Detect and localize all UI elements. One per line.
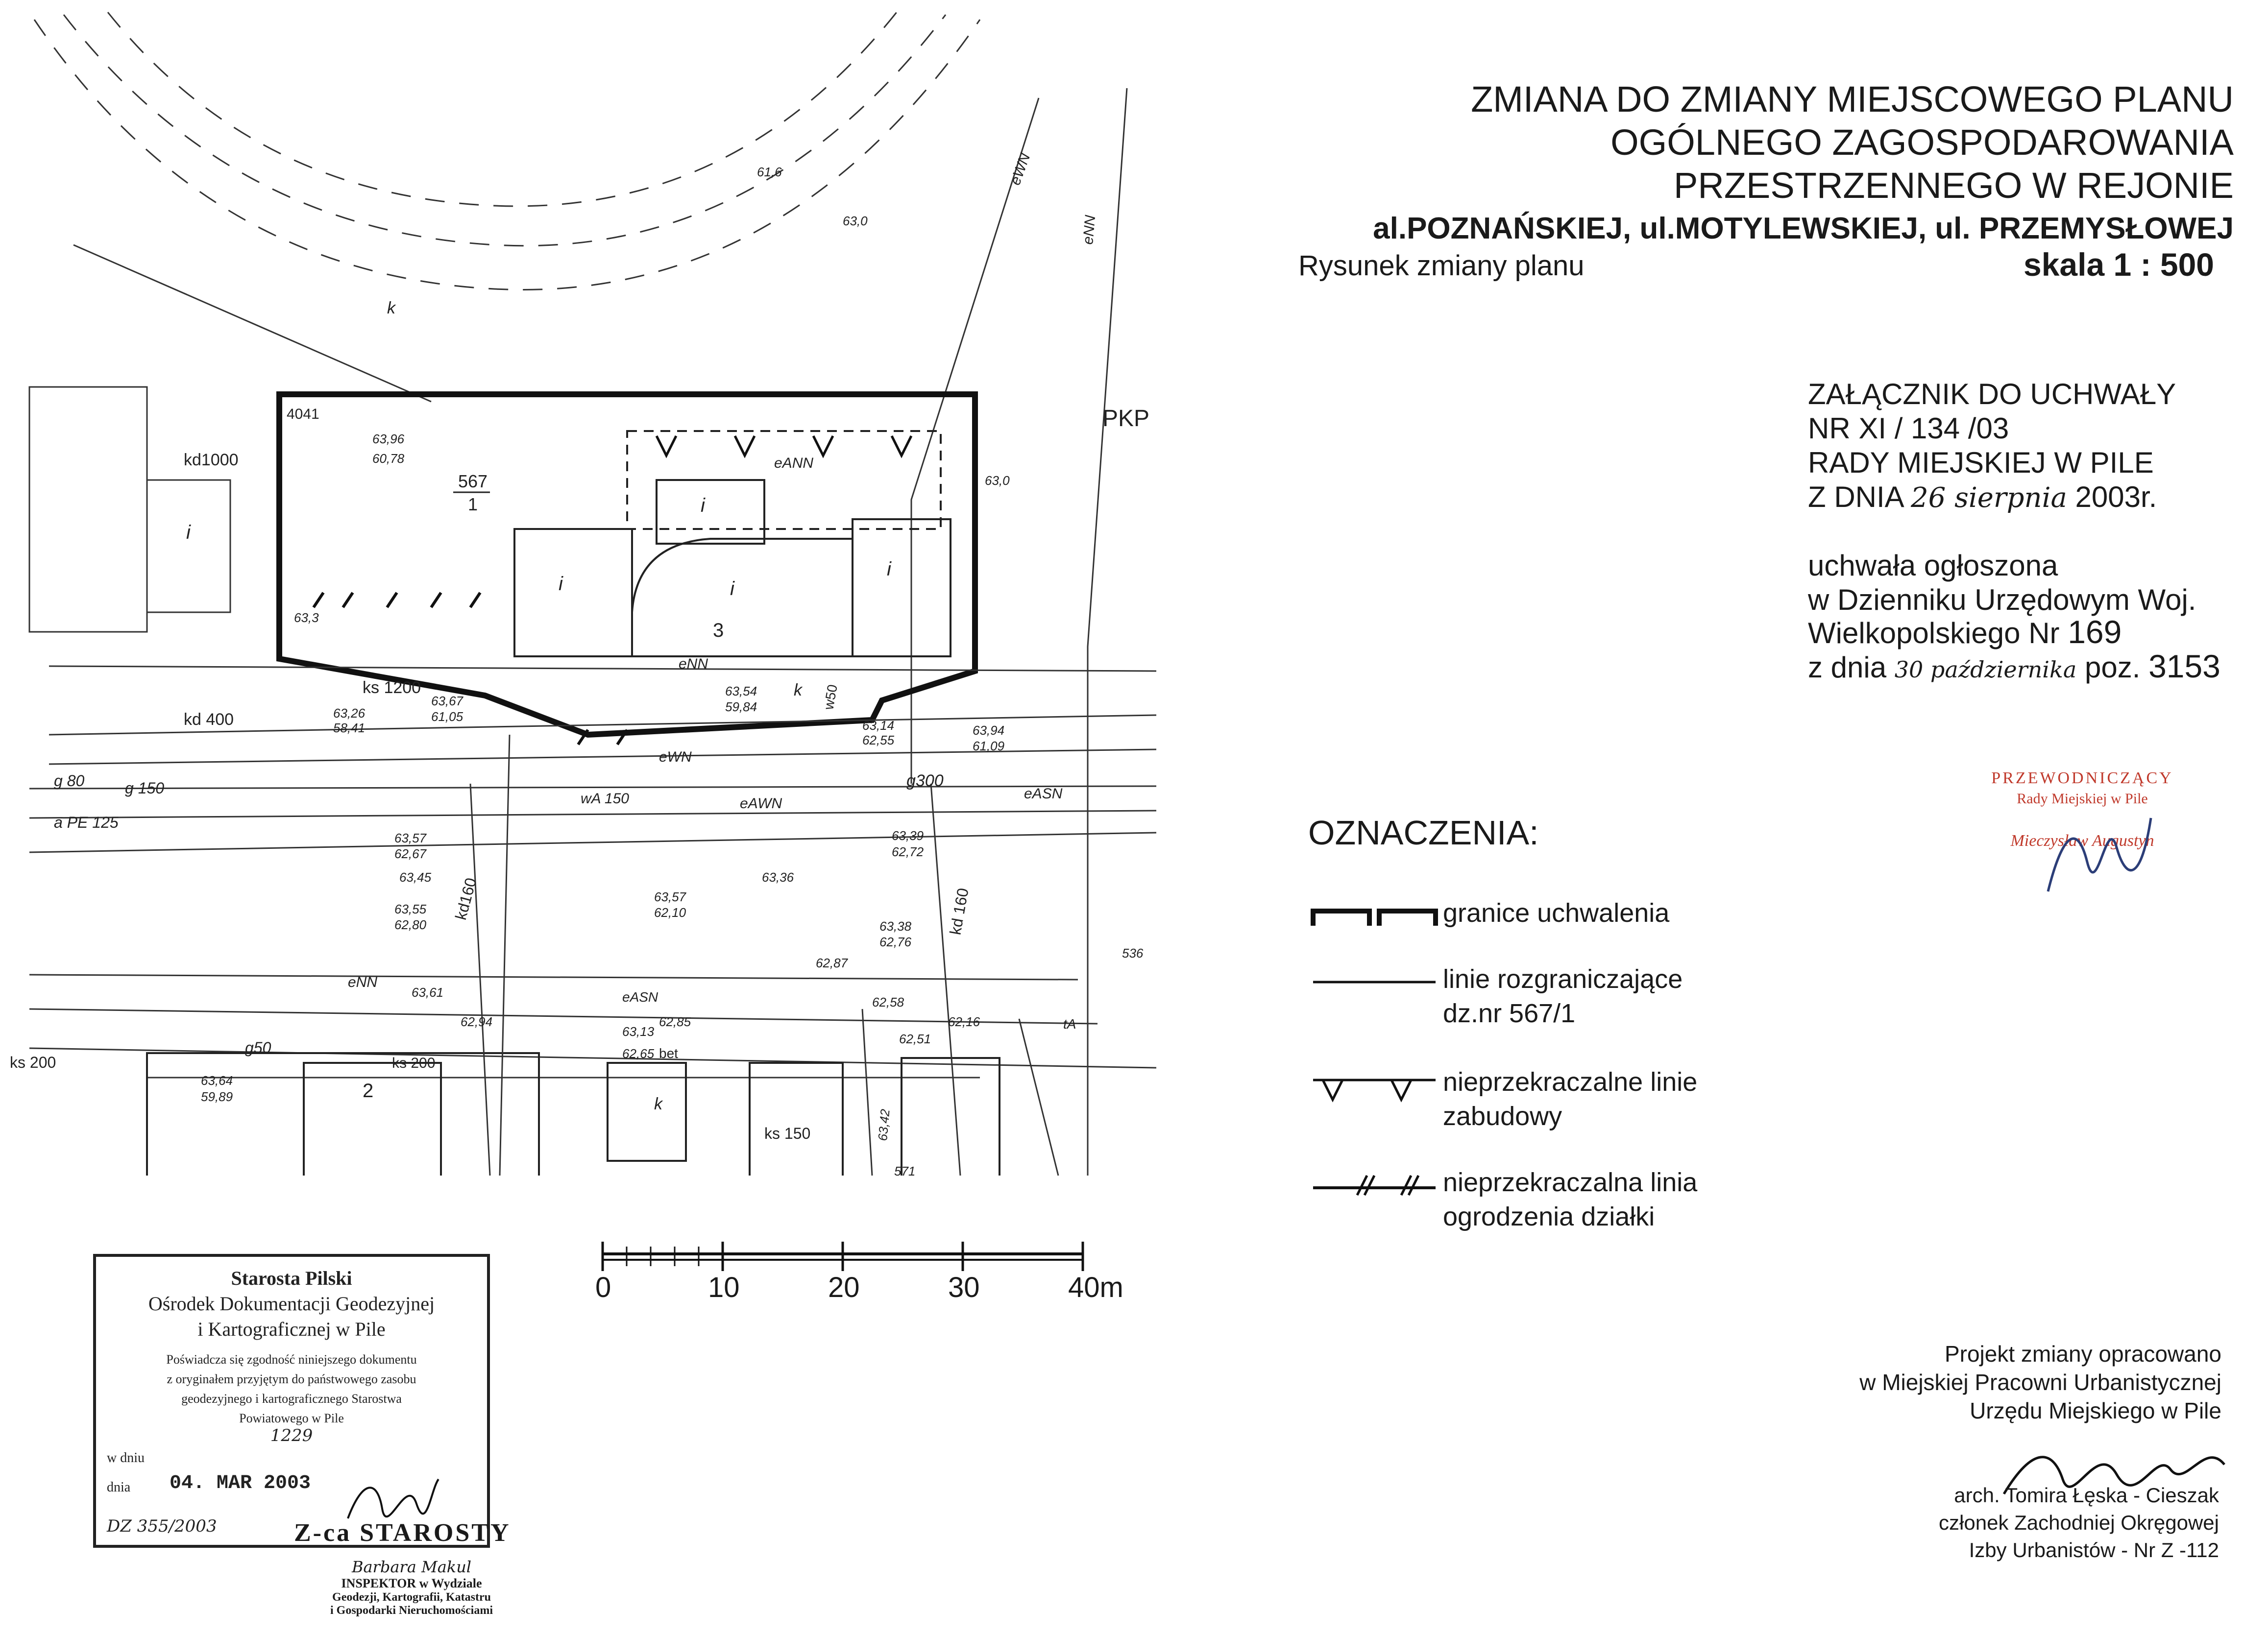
attachment-date-prefix: Z DNIA [1808,481,1903,513]
plot-buildings [514,431,951,656]
elev-61-09: 61,09 [973,739,1005,753]
elev-62-80: 62,80 [394,917,427,932]
label-enn-b: eNN [348,974,378,990]
attachment-date-year: 2003r. [2075,481,2157,513]
elev-63-36: 63,36 [762,870,794,885]
title-line-4: al.POZNAŃSKIEJ, ul.MOTYLEWSKIEJ, ul. PRZEMYSŁOWEJ [1373,212,2234,245]
elev-63-64: 63,64 [201,1073,233,1088]
plot-number-bottom: 1 [468,494,478,514]
legend-item-building-line-2: zabudowy [1443,1102,1562,1131]
elev-62-94: 62,94 [461,1014,493,1029]
label-easn-b: eASN [622,989,658,1005]
label-ks150: ks 150 [764,1125,811,1142]
office-stamp-caption: Z-ca STAROSTY [294,1519,511,1547]
elev-62-65: 62,65 [622,1046,655,1061]
elev-63-67: 63,67 [431,694,463,708]
region-3: 3 [713,620,724,641]
label-eawn: eAWN [740,795,782,812]
elev-61-05: 61,05 [431,709,463,724]
elev-63-55: 63,55 [394,902,427,916]
label-kd1000: kd1000 [184,451,239,469]
label-i-4: i [701,495,705,516]
elev-63-96: 63,96 [372,432,405,446]
title-line-2: OGÓLNEGO ZAGOSPODAROWANIA [1610,122,2234,163]
label-g80: g 80 [54,772,85,790]
scale-tick-0: 0 [595,1272,611,1303]
office-stamp-line-3: i Kartograficznej w Pile [197,1318,386,1340]
elev-571: 571 [894,1164,916,1178]
fence-line-icon [1308,1168,1440,1198]
title-line-3: PRZESTRZENNEGO W REJONIE [1674,165,2234,206]
attachment-line-3: RADY MIEJSKIEJ W PILE [1808,446,2154,479]
label-kd160-b: kd 160 [946,887,972,937]
boundary-line-icon [1308,901,1440,931]
label-ks1200: ks 1200 [363,678,421,697]
legend-item-lines: linie rozgraniczające [1443,964,1683,994]
elev-60-78: 60,78 [372,451,405,466]
label-ks200-b: ks 200 [392,1055,436,1071]
publication-line-3 [1808,615,2122,650]
attachment-line-2: NR XI / 134 /03 [1808,412,2009,445]
office-stamp-line-1: Starosta Pilski [231,1267,352,1289]
label-bet: bet [659,1046,678,1061]
office-stamp-line-2: Ośrodek Dokumentacji Geodezyjnej [148,1293,435,1315]
elev-63-39: 63,39 [892,828,924,843]
elev-63-42: 63,42 [875,1108,893,1142]
publication-date-handwritten: 30 października [1894,656,2077,683]
publication-line-2: w Dzienniku Urzędowym Woj. [1808,583,2196,616]
journal-number: 169 [2068,614,2122,650]
author-block [1859,1340,2221,1425]
author-line-6: Izby Urbanistów - Nr Z -112 [1969,1538,2219,1562]
chairman-stamp-line-3: Mieczysław Augustyn [2010,832,2154,850]
legend-item-fence-line: nieprzekraczalna linia [1443,1168,1698,1197]
chairman-stamp-line-2: Rady Miejskiej w Pile [2017,791,2148,807]
attachment-line-1: ZAŁĄCZNIK DO UCHWAŁY [1808,378,2176,410]
inspector-stamp [274,1558,549,1617]
legend-item-boundary: granice uchwalenia [1443,898,1670,928]
plan-scale: skala 1 : 500 [2024,246,2214,283]
label-k-2: k [794,681,802,699]
elev-62-58: 62,58 [872,995,904,1009]
author-line-1: Projekt zmiany opracowano [1944,1341,2221,1367]
publication-line-1: uchwała ogłoszona [1808,549,2058,582]
office-stamp-w-dniu: w dniu [107,1450,145,1466]
label-i-2: i [559,573,563,595]
label-g50: g50 [245,1039,271,1057]
author-line-2: w Miejskiej Pracowni Urbanistycznej [1859,1370,2221,1395]
plan-subtitle: Rysunek zmiany planu [1298,250,1585,282]
chairman-signature-icon [2033,803,2161,901]
inspector-line-3: Geodezji, Kartografii, Katastru [332,1591,491,1604]
label-enn-c: eNN [1080,214,1099,245]
elev-62-85: 62,85 [659,1014,691,1029]
label-kd400: kd 400 [184,710,234,729]
author-line-4: arch. Tomira Łęska - Cieszak [1954,1484,2219,1507]
office-stamp-line-6: geodezyjnego i kartograficznego Starostwa [181,1392,402,1406]
scale-tick-20: 20 [828,1272,860,1303]
scale-tick-30: 30 [948,1272,980,1303]
publication-position: 3153 [2148,648,2220,684]
label-i-1: i [186,522,191,543]
label-ewn-b: eWN [1007,151,1034,188]
label-w50: w50 [821,683,840,711]
office-stamp-dnia: dnia [107,1480,131,1495]
inspector-line-1: Barbara Makul [351,1558,472,1576]
legend-heading: OZNACZENIA: [1308,814,1539,852]
elev-63-0: 63,0 [843,214,868,228]
elev-63-54: 63,54 [725,684,757,698]
elev-63-38: 63,38 [879,919,912,934]
title-line-1: ZMIANA DO ZMIANY MIEJSCOWEGO PLANU [1471,79,2234,120]
building-line-icon [1308,1073,1440,1107]
elev-63-94: 63,94 [973,723,1005,738]
elev-536: 536 [1122,946,1144,961]
label-i-5: i [887,558,891,580]
pkp-label: PKP [1102,406,1150,432]
elev-58-41: 58,41 [333,721,366,735]
parcel-4041: 4041 [287,406,319,422]
elev-63-0-b: 63,0 [985,473,1010,488]
elev-62-87: 62,87 [816,956,848,970]
scale-tick-10: 10 [708,1272,740,1303]
elev-62-55: 62,55 [862,733,895,747]
attachment-date [1808,480,2157,515]
inspector-line-2: INSPEKTOR w Wydziale [341,1576,482,1590]
elev-63-57: 63,57 [394,831,427,845]
publication-pos-prefix: poz. [2084,651,2141,684]
label-easn: eASN [1024,786,1063,802]
elev-63-3: 63,3 [294,610,319,625]
publication-date [1808,649,2220,687]
elev-61-6: 61,6 [757,165,782,179]
office-stamp-ref: DZ 355/2003 [107,1516,217,1536]
label-ta: tA [1063,1016,1076,1032]
legend-item-lines-2: dz.nr 567/1 [1443,999,1576,1028]
elev-59-84: 59,84 [725,699,757,714]
elev-63-26: 63,26 [333,706,366,721]
label-k-1: k [387,299,395,317]
label-ape125: a PE 125 [54,814,119,831]
author-details [1939,1482,2219,1564]
author-line-3: Urzędu Miejskiego w Pile [1970,1398,2221,1423]
plot-number-top: 567 [458,471,488,491]
label-enn: eNN [679,656,708,672]
elev-63-13: 63,13 [622,1024,655,1039]
legend-item-building-line: nieprzekraczalne linie [1443,1067,1698,1097]
elev-62-72: 62,72 [892,844,924,859]
chairman-stamp-line-1: PRZEWODNICZĄCY [1991,769,2173,787]
office-stamp-number: 1229 [270,1426,313,1445]
office-signature-icon [343,1469,441,1528]
label-wa150: wA 150 [581,791,629,807]
building-line-marks [657,436,911,456]
site-plan-map [0,0,1166,1215]
publication-date-prefix: z dnia [1808,651,1887,684]
elev-62-51: 62,51 [899,1032,931,1046]
elev-63-45: 63,45 [399,870,432,885]
publication-line-3-prefix: Wielkopolskiego Nr [1808,617,2060,649]
region-2: 2 [363,1080,374,1102]
attachment-date-handwritten: 26 sierpnia [1911,482,2067,514]
elev-63-14: 63,14 [862,718,895,733]
office-stamp-line-7: Powiatowego w Pile [239,1411,344,1425]
label-i-3: i [730,578,734,600]
elev-62-10: 62,10 [654,905,686,920]
scale-tick-40m: 40m [1068,1272,1123,1303]
label-ewn: eWN [659,749,692,765]
label-ks200-a: ks 200 [10,1054,56,1071]
elev-59-89: 59,89 [201,1089,233,1104]
label-k-3: k [654,1095,662,1113]
inspector-line-4: i Gospodarki Nieruchomościami [330,1604,493,1617]
elev-63-61: 63,61 [412,985,444,1000]
elev-62-76: 62,76 [879,935,912,949]
author-line-5: członek Zachodniej Okręgowej [1939,1511,2219,1534]
elev-62-16: 62,16 [948,1014,980,1029]
building-left [29,387,147,632]
label-kd160-a: kd160 [451,876,480,922]
elev-62-67: 62,67 [394,846,427,861]
label-eann: eANN [774,455,814,471]
office-stamp-line-5: z oryginałem przyjętym do państwowego zasobu [167,1372,416,1386]
building-left-inner [147,480,230,612]
label-g150: g 150 [125,779,165,797]
curved-road [34,12,980,289]
elev-63-57-b: 63,57 [654,889,686,904]
thin-line-icon [1308,975,1440,989]
office-stamp-date: 04. MAR 2003 [170,1472,311,1494]
office-stamp-line-4: Poświadcza się zgodność niniejszego dokumentu [166,1352,417,1367]
label-g300: g300 [906,771,944,790]
legend-item-fence-line-2: ogrodzenia działki [1443,1202,1655,1231]
